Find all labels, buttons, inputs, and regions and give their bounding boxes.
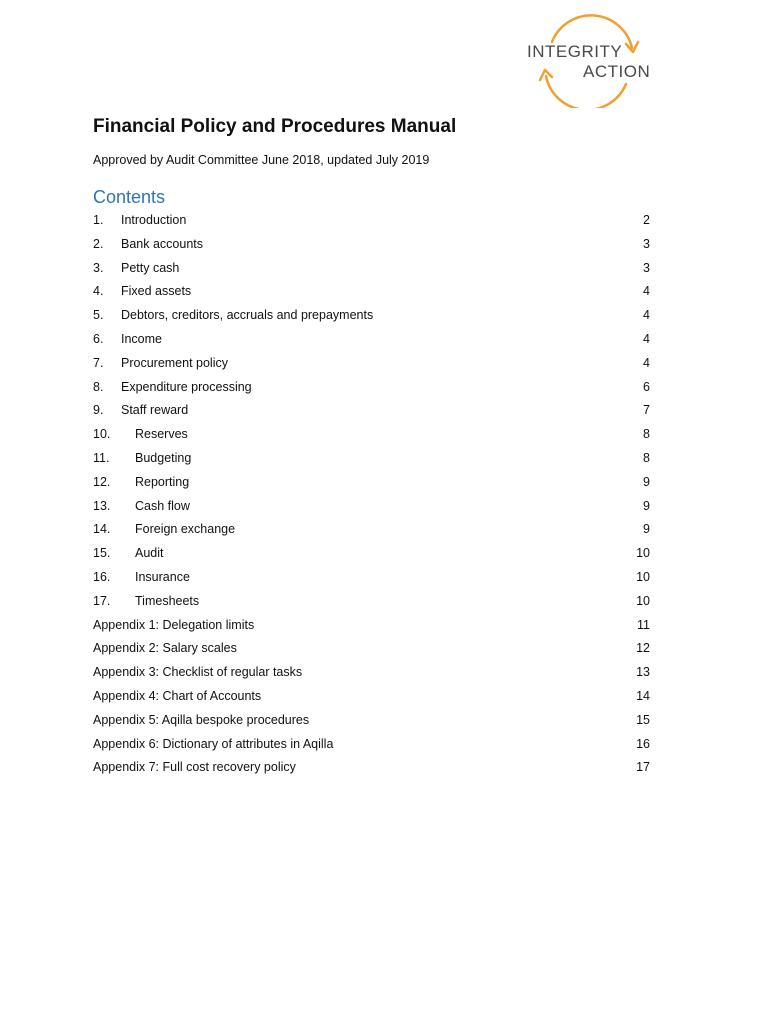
toc-entry[interactable] (93, 257, 650, 281)
toc-entry-page: 4 (643, 355, 650, 370)
toc-entry[interactable] (93, 495, 650, 519)
toc-entry-title: Appendix 4: Chart of Accounts (93, 688, 262, 703)
toc-entry-number: 6. (93, 331, 104, 346)
toc-entry-page: 4 (643, 331, 650, 346)
toc-entry-page: 13 (636, 665, 650, 680)
toc-entry-number: 1. (93, 213, 104, 227)
toc-entry[interactable] (93, 447, 650, 471)
toc-entry-page: 6 (643, 379, 650, 394)
toc-entry-title: Insurance (135, 569, 190, 584)
toc-entry-page: 14 (636, 688, 650, 703)
toc-entry[interactable] (93, 566, 650, 590)
toc-entry[interactable] (93, 209, 650, 233)
toc-entry-number: 10. (93, 427, 111, 442)
toc-entry[interactable] (93, 709, 650, 733)
toc-entry-page: 11 (637, 617, 650, 632)
toc-entry-page: 3 (643, 260, 650, 275)
toc-entry-title: Debtors, creditors, accruals and prepayments (121, 308, 374, 323)
toc-entry[interactable] (93, 471, 650, 495)
toc-entry-number: 7. (93, 355, 104, 370)
toc-entry-title: Introduction (121, 213, 187, 227)
toc-entry-page: 10 (636, 569, 650, 584)
toc-entry-number: 9. (93, 403, 104, 418)
toc-entry-number: 11. (93, 450, 110, 465)
toc-entry-page: 10 (636, 593, 650, 608)
toc-entry-number: 15. (93, 546, 111, 561)
toc-entry[interactable] (93, 233, 650, 257)
toc-entry-title: Reserves (135, 427, 188, 442)
toc-entry-page: 17 (636, 760, 650, 775)
toc-entry[interactable] (93, 328, 650, 352)
toc-entry[interactable] (93, 733, 650, 757)
toc-entry-title: Staff reward (121, 403, 189, 418)
toc-entry[interactable] (93, 399, 650, 423)
toc-entry[interactable] (93, 376, 650, 400)
toc-entry[interactable] (93, 280, 650, 304)
toc-entry-title: Appendix 1: Delegation limits (93, 617, 255, 632)
toc-entry-number: 4. (93, 284, 104, 299)
toc-entry-title: Income (121, 331, 162, 346)
toc-entry-title: Audit (135, 546, 164, 561)
toc-entry-title: Appendix 2: Salary scales (93, 641, 237, 656)
toc-entry-number: 16. (93, 569, 111, 584)
toc-entry-title: Expenditure processing (121, 379, 252, 394)
toc-entry-title: Appendix 5: Aqilla bespoke procedures (93, 712, 310, 727)
toc-entry[interactable] (93, 637, 650, 661)
toc-entry-number: 3. (93, 260, 104, 275)
toc-entry[interactable] (93, 542, 650, 566)
toc-entry[interactable] (93, 423, 650, 447)
toc-entry[interactable] (93, 304, 650, 328)
toc-entry-page: 15 (636, 712, 650, 727)
toc-entry-title: Appendix 7: Full cost recovery policy (93, 760, 296, 775)
toc-entry-number: 8. (93, 379, 104, 394)
toc-entry-page: 8 (643, 427, 650, 442)
table-of-contents (93, 209, 650, 780)
toc-entry-title: Petty cash (121, 260, 180, 275)
toc-entry-number: 14. (93, 522, 111, 537)
toc-entry-title: Appendix 6: Dictionary of attributes in Aqilla (93, 736, 334, 751)
toc-entry-page: 4 (643, 284, 650, 299)
toc-entry-title: Budgeting (135, 450, 192, 465)
toc-entry[interactable] (93, 661, 650, 685)
toc-entry-number: 2. (93, 236, 104, 251)
toc-entry-page: 12 (636, 641, 650, 656)
toc-entry-number: 17. (93, 593, 111, 608)
toc-entry[interactable] (93, 352, 650, 376)
toc-entry-title: Cash flow (135, 498, 190, 513)
toc-entry-title: Bank accounts (121, 236, 203, 251)
toc-entry-page: 2 (643, 213, 650, 227)
toc-entry-title: Appendix 3: Checklist of regular tasks (93, 665, 303, 680)
toc-entry-page: 10 (636, 546, 650, 561)
toc-entry[interactable] (93, 614, 650, 638)
toc-entry-number: 13. (93, 498, 111, 513)
logo-text-integrity: INTEGRITY (527, 42, 623, 61)
toc-entry-page: 16 (636, 736, 650, 751)
toc-entry-number: 12. (93, 474, 111, 489)
toc-entry[interactable] (93, 518, 650, 542)
document-subtitle: Approved by Audit Committee June 2018, updated July 2019 (93, 153, 430, 167)
toc-entry[interactable] (93, 590, 650, 614)
toc-entry-title: Reporting (135, 474, 190, 489)
toc-entry-page: 8 (643, 450, 650, 465)
logo-text-action: ACTION (583, 62, 651, 81)
toc-entry-page: 9 (643, 474, 650, 489)
toc-entry-title: Foreign exchange (135, 522, 236, 537)
toc-entry-page: 7 (643, 403, 650, 418)
toc-entry-page: 4 (643, 308, 650, 323)
toc-entry[interactable] (93, 685, 650, 709)
toc-entry-title: Timesheets (135, 593, 200, 608)
toc-entry-number: 5. (93, 308, 104, 323)
contents-heading: Contents (93, 187, 166, 207)
toc-entry[interactable] (93, 756, 650, 780)
toc-entry-page: 9 (643, 522, 650, 537)
toc-entry-title: Fixed assets (121, 284, 192, 299)
toc-entry-page: 9 (643, 498, 650, 513)
document-title: Financial Policy and Procedures Manual (93, 116, 457, 137)
toc-entry-title: Procurement policy (121, 355, 228, 370)
toc-entry-page: 3 (643, 236, 650, 251)
integrity-action-logo (522, 14, 656, 108)
